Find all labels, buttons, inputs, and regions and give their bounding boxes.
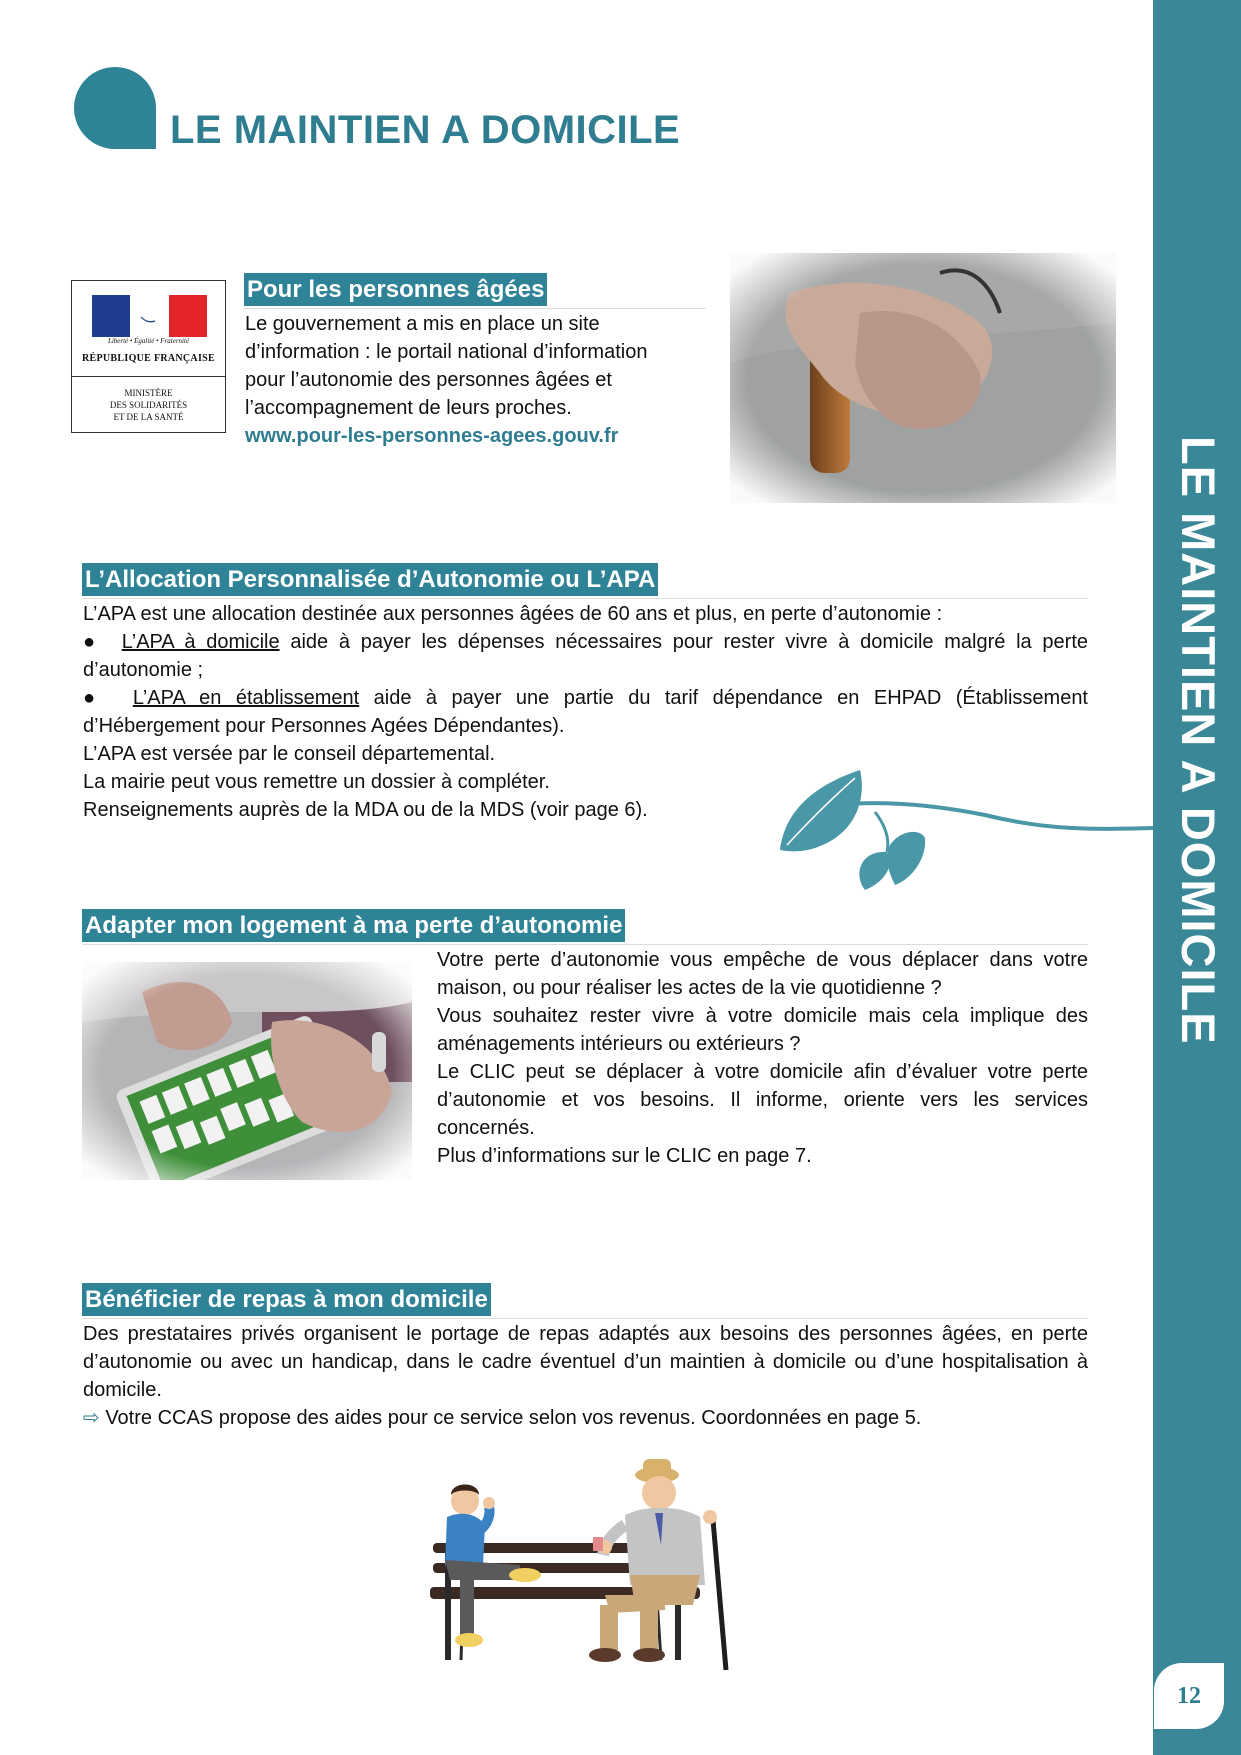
apa-domicile-label: L’APA à domicile — [121, 631, 280, 653]
leaf-branch-icon — [775, 760, 1155, 890]
section-heading-repas: Bénéficier de repas à mon domicile — [82, 1283, 491, 1316]
bullet-icon: ● — [83, 687, 133, 709]
personnes-agees-text: Le gouvernement a mis en place un site d’information : le portail national d’information pour l’autonomie des personnes âgées et l’accompagnement de leurs proches. www.pour-les-personnes-agees.gouv.fr — [245, 310, 715, 450]
bullet-icon: ● — [83, 631, 122, 653]
apa-etablissement-label: L’APA en établissement — [132, 687, 360, 709]
logement-text: Votre perte d’autonomie vous empêche de vous déplacer dans votre maison, ou pour réaliser les actes de la vie quotidienne ? Vous souhaitez rester vivre à votre domicile mais cela implique des aménagements intérieurs ou extérieurs ? Le CLIC peut se déplacer à votre domicile afin d’évaluer votre perte d’autonomie et vos besoins. Il informe, oriente vers les services concernés. Plus d’informations sur le CLIC en page 7. — [437, 949, 1088, 1167]
page-title: LE MAINTIEN A DOMICILE — [170, 108, 681, 152]
portal-link[interactable]: www.pour-les-personnes-agees.gouv.fr — [245, 425, 619, 447]
logo-ministry: MINISTÈRE DES SOLIDARITÉS ET DE LA SANTÉ — [109, 388, 188, 422]
section-rule — [244, 308, 706, 309]
photo-hands-cane — [730, 253, 1116, 503]
bench-illustration — [425, 1455, 735, 1675]
section-heading-personnes-agees: Pour les personnes âgées — [244, 273, 547, 306]
arrow-right-icon: ⇨ — [83, 1407, 100, 1429]
section-heading-apa: L’Allocation Personnalisée d’Autonomie ou L’APA — [82, 563, 658, 596]
section-rule — [82, 598, 1088, 599]
logo-divider — [72, 376, 225, 377]
page-number: 12 — [1154, 1663, 1224, 1729]
heading-mark-icon — [74, 67, 156, 149]
section-rule — [82, 944, 1088, 945]
ministry-logo — [71, 280, 226, 433]
marianne-icon — [127, 297, 165, 337]
section-heading-logement: Adapter mon logement à ma perte d’autonomie — [82, 909, 625, 942]
repas-text: Des prestataires privés organisent le portage de repas adaptés aux besoins des personnes âgées, en perte d’autonomie ou avec un handicap, dans le cadre éventuel d’un maintien à domicile ou d’une hospitalisation à domicile. ⇨ Votre CCAS propose des aides pour ce service selon vos revenus. Coordonnées en page 5. — [83, 1323, 1088, 1429]
logo-republic: RÉPUBLIQUE FRANÇAISE — [82, 353, 215, 364]
section-rule — [82, 1318, 1088, 1319]
logo-motto: Liberté • Égalité • Fraternité — [107, 337, 190, 345]
side-title: LE MAINTIEN A DOMICILE — [1172, 436, 1225, 1045]
photo-tablet-hands — [82, 962, 412, 1180]
apa-text: L’APA est une allocation destinée aux personnes âgées de 60 ans et plus, en perte d’autonomie : ● L’APA à domicile aide à payer les dépenses nécessaires pour rester vivre à domicile malgré la perte d’autonomie ; ● L’APA en établissement aide à payer une partie du tarif dépendance en EHPAD (Établissement d’Hébergement pour Personnes Agées Dépendantes). L’APA est versée par le conseil départemental. La mairie peut vous remettre un dossier à compléter. Renseignements auprès de la MDA ou de la MDS (voir page 6). — [83, 603, 1088, 821]
